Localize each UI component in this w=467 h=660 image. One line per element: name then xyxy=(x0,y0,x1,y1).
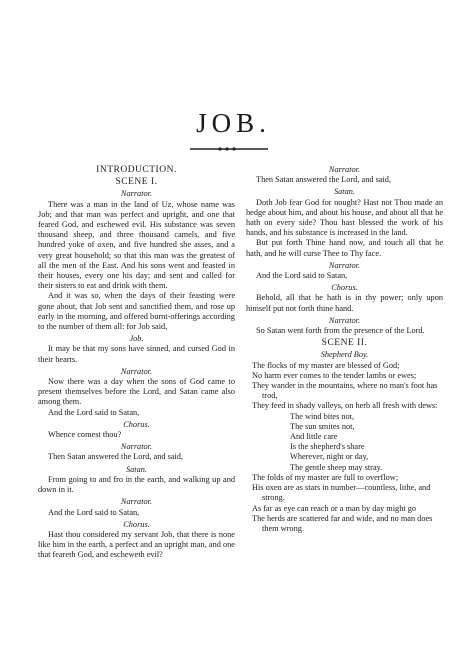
speaker-label: Chorus. xyxy=(123,419,150,429)
speaker-label: Satan. xyxy=(334,187,355,197)
speaker-label: Narrator. xyxy=(120,442,153,452)
speaker-label: Narrator. xyxy=(120,497,153,507)
paragraph: Then Satan answered the Lord, and said, xyxy=(256,175,392,185)
speaker-label: Shepherd Boy. xyxy=(320,350,369,360)
paragraph: And the Lord said to Satan, xyxy=(48,507,140,517)
verse-line-indented: The wind bites not, xyxy=(290,411,355,421)
paragraph: Hast thou considered my servant Job, that there is none like him in the earth, a perfect and an upright man, and one that feareth God, and escheweth evil? xyxy=(38,529,235,560)
verse-line: They wander in the mountains, where no man's foot has trod, xyxy=(252,381,438,401)
verse-line: The flocks of my master are blessed of God; xyxy=(252,360,400,370)
verse-line-indented: Is the shepherd's share xyxy=(290,442,365,452)
verse-line-indented: The sun smites not, xyxy=(290,421,355,431)
paragraph: But put forth Thine hand now, and touch all that he hath, and he will curse Thee to Thy face. xyxy=(246,238,443,258)
speaker-label: Narrator. xyxy=(328,165,361,174)
verse-line-indented: And little care xyxy=(290,432,338,442)
speaker-label: Narrator. xyxy=(120,189,153,199)
paragraph: Whence comest thou? xyxy=(48,430,122,440)
right-text-column xyxy=(246,163,443,534)
page-title: JOB. xyxy=(196,108,271,138)
verse-line: No harm ever comes to the tender lambs or ewes; xyxy=(252,370,417,380)
paragraph: And it was so, when the days of their feasting were gone about, that Job sent and sanctified them, and rose up early in the morning, and offered burnt-offerings according to the number of them all: for Job said, xyxy=(38,291,235,332)
paragraph: And the Lord said to Satan, xyxy=(48,407,140,417)
ornamental-rule xyxy=(190,146,268,152)
paragraph: Behold, all that he hath is in thy power; only upon himself put not forth thine hand. xyxy=(246,293,443,313)
verse-line: They feed in shady valleys, on herb all fresh with dews: xyxy=(252,401,438,411)
paragraph: Doth Job fear God for nought? Hast not Thou made an hedge about him, and about his house, and about all that he hath on every side? Thou hast blessed the work of his hands, and his substance is increased in the land. xyxy=(246,197,443,238)
speaker-label: Chorus. xyxy=(123,519,150,529)
left-text-column xyxy=(38,163,235,561)
paragraph: There was a man in the land of Uz, whose name was Job; and that man was perfect and upright, and one that feared God, and eschewed evil. His substance was seven thousand sheep, and three thousand camels, and five hundred yoke of oxen, and five hundred she asses, and a very great household; so that this man was the greatest of all the men of the East. And his sons went and feasted in their houses, every one his day; and sent and called for their sisters to eat and drink with them. xyxy=(38,199,235,291)
section-heading: SCENE II. xyxy=(321,338,368,349)
section-heading: INTRODUCTION. xyxy=(96,165,177,175)
paragraph: It may be that my sons have sinned, and cursed God in their hearts. xyxy=(38,344,235,364)
paragraph: Then Satan answered the Lord, and said, xyxy=(48,452,184,462)
verse-line: His oxen are as stars in number—countless, lithe, and strong. xyxy=(252,483,431,503)
speaker-label: Narrator. xyxy=(328,260,361,270)
verse-line-indented: The gentle sheep may stray. xyxy=(290,462,383,472)
speaker-label: Satan. xyxy=(126,464,147,474)
paragraph: So Satan went forth from the presence of the Lord. xyxy=(256,326,425,336)
speaker-label: Job. xyxy=(129,334,144,344)
verse-line: As far as eye can reach or a man by day might go xyxy=(252,503,417,513)
paragraph: And the Lord said to Satan, xyxy=(256,271,348,281)
paragraph: Now there was a day when the sons of God came to present themselves before the Lord, and Satan came also among them. xyxy=(38,377,235,407)
paragraph: From going to and fro in the earth, and walking up and down in it. xyxy=(38,474,235,495)
verse-line: The folds of my master are full to overflow; xyxy=(252,472,399,482)
speaker-label: Narrator. xyxy=(328,315,361,325)
section-heading: SCENE I. xyxy=(115,177,158,188)
verse-line: The herds are scattered far and wide, and no man does them wrong. xyxy=(252,513,433,533)
speaker-label: Narrator. xyxy=(120,366,153,376)
verse-line-indented: Wherever, night or day, xyxy=(290,452,369,462)
speaker-label: Chorus. xyxy=(331,283,358,293)
